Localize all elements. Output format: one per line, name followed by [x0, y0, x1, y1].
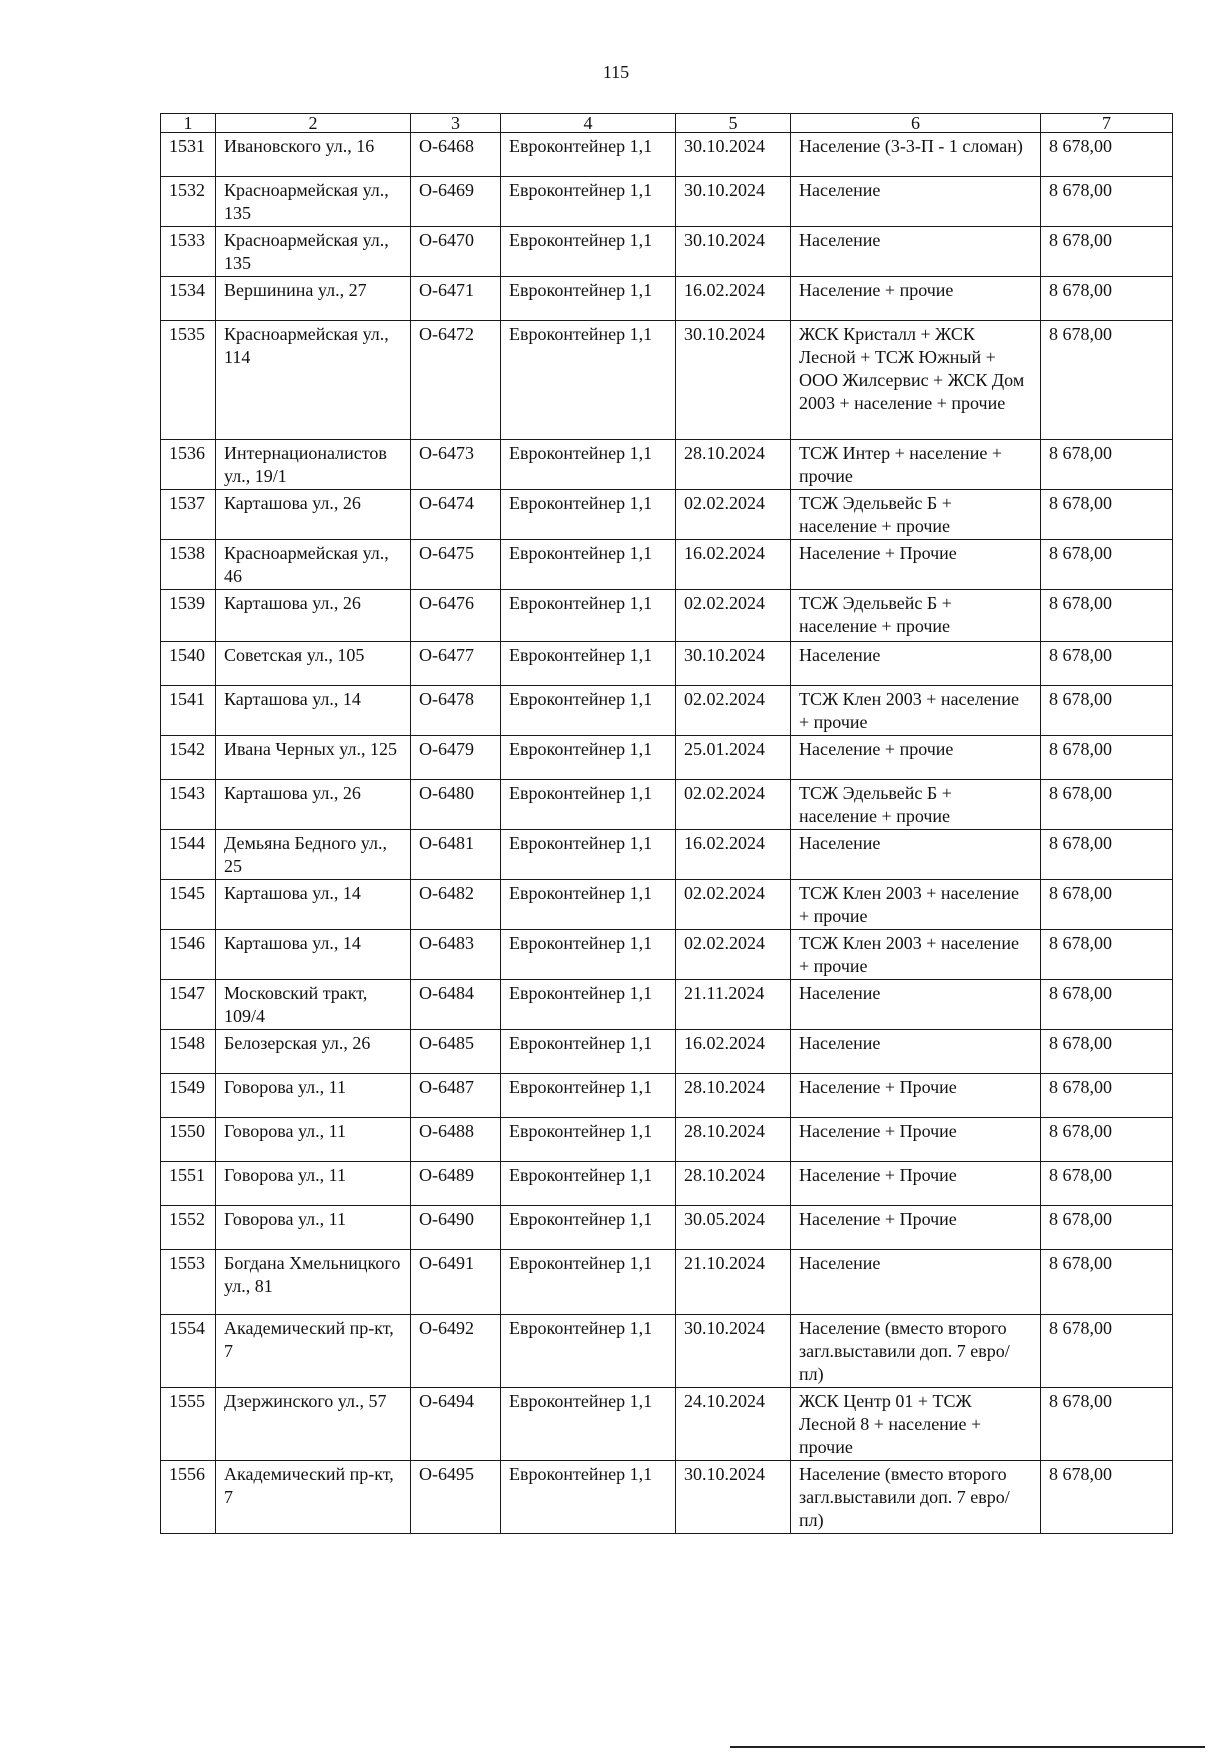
- row-number: 1531: [161, 133, 216, 177]
- amount-cell: 8 678,00: [1041, 590, 1173, 642]
- table-row: [161, 590, 1173, 642]
- table-row: [161, 490, 1173, 540]
- address-cell: Говорова ул., 11: [216, 1206, 411, 1250]
- amount-cell: 8 678,00: [1041, 177, 1173, 227]
- address-cell: Красноармейская ул., 114: [216, 321, 411, 440]
- container-type: Евроконтейнер 1,1: [501, 1118, 676, 1162]
- container-code: О-6480: [411, 780, 501, 830]
- container-code: О-6489: [411, 1162, 501, 1206]
- address-cell: Карташова ул., 14: [216, 686, 411, 736]
- users-cell: Население (3-3-П - 1 сломан): [791, 133, 1041, 177]
- date-cell: 30.10.2024: [676, 642, 791, 686]
- row-number: 1539: [161, 590, 216, 642]
- users-cell: ТСЖ Эдельвейс Б + население + прочие: [791, 490, 1041, 540]
- amount-cell: 8 678,00: [1041, 980, 1173, 1030]
- users-cell: Население (вместо второго загл.выставили доп. 7 евро/пл): [791, 1461, 1041, 1534]
- date-cell: 30.10.2024: [676, 227, 791, 277]
- table-row: [161, 177, 1173, 227]
- container-code: О-6495: [411, 1461, 501, 1534]
- address-cell: Советская ул., 105: [216, 642, 411, 686]
- container-type: Евроконтейнер 1,1: [501, 1074, 676, 1118]
- container-type: Евроконтейнер 1,1: [501, 1388, 676, 1461]
- table-row: [161, 1074, 1173, 1118]
- container-registry-table: [160, 113, 1173, 1534]
- address-cell: Говорова ул., 11: [216, 1074, 411, 1118]
- amount-cell: 8 678,00: [1041, 686, 1173, 736]
- amount-cell: 8 678,00: [1041, 1074, 1173, 1118]
- amount-cell: 8 678,00: [1041, 1206, 1173, 1250]
- container-type: Евроконтейнер 1,1: [501, 227, 676, 277]
- row-number: 1534: [161, 277, 216, 321]
- address-cell: Говорова ул., 11: [216, 1118, 411, 1162]
- users-cell: Население + Прочие: [791, 1162, 1041, 1206]
- row-number: 1545: [161, 880, 216, 930]
- container-type: Евроконтейнер 1,1: [501, 177, 676, 227]
- amount-cell: 8 678,00: [1041, 736, 1173, 780]
- users-cell: Население: [791, 830, 1041, 880]
- amount-cell: 8 678,00: [1041, 490, 1173, 540]
- address-cell: Академический пр-кт, 7: [216, 1461, 411, 1534]
- header-row: [161, 114, 1173, 133]
- table-row: [161, 736, 1173, 780]
- container-code: О-6470: [411, 227, 501, 277]
- row-number: 1555: [161, 1388, 216, 1461]
- container-type: Евроконтейнер 1,1: [501, 686, 676, 736]
- table-row: [161, 830, 1173, 880]
- users-cell: Население + Прочие: [791, 1118, 1041, 1162]
- row-number: 1553: [161, 1250, 216, 1315]
- users-cell: ЖСК Центр 01 + ТСЖ Лесной 8 + население + прочие: [791, 1388, 1041, 1461]
- amount-cell: 8 678,00: [1041, 1250, 1173, 1315]
- row-number: 1535: [161, 321, 216, 440]
- amount-cell: 8 678,00: [1041, 277, 1173, 321]
- date-cell: 25.01.2024: [676, 736, 791, 780]
- date-cell: 16.02.2024: [676, 277, 791, 321]
- amount-cell: 8 678,00: [1041, 780, 1173, 830]
- address-cell: Белозерская ул., 26: [216, 1030, 411, 1074]
- date-cell: 28.10.2024: [676, 1162, 791, 1206]
- container-type: Евроконтейнер 1,1: [501, 642, 676, 686]
- container-code: О-6494: [411, 1388, 501, 1461]
- container-type: Евроконтейнер 1,1: [501, 1250, 676, 1315]
- amount-cell: 8 678,00: [1041, 1388, 1173, 1461]
- table-row: [161, 1388, 1173, 1461]
- users-cell: Население: [791, 1250, 1041, 1315]
- row-number: 1544: [161, 830, 216, 880]
- container-code: О-6468: [411, 133, 501, 177]
- date-cell: 28.10.2024: [676, 440, 791, 490]
- container-code: О-6479: [411, 736, 501, 780]
- date-cell: 30.10.2024: [676, 133, 791, 177]
- container-code: О-6492: [411, 1315, 501, 1388]
- container-code: О-6469: [411, 177, 501, 227]
- table-row: [161, 227, 1173, 277]
- row-number: 1541: [161, 686, 216, 736]
- address-cell: Дзержинского ул., 57: [216, 1388, 411, 1461]
- container-code: О-6481: [411, 830, 501, 880]
- table-row: [161, 440, 1173, 490]
- users-cell: ЖСК Кристалл + ЖСК Лесной + ТСЖ Южный + ООО Жилсервис + ЖСК Дом 2003 + население + прочие: [791, 321, 1041, 440]
- users-cell: ТСЖ Эдельвейс Б + население + прочие: [791, 780, 1041, 830]
- table-row: [161, 1206, 1173, 1250]
- row-number: 1536: [161, 440, 216, 490]
- amount-cell: 8 678,00: [1041, 1461, 1173, 1534]
- row-number: 1551: [161, 1162, 216, 1206]
- table-row: [161, 277, 1173, 321]
- container-code: О-6488: [411, 1118, 501, 1162]
- amount-cell: 8 678,00: [1041, 880, 1173, 930]
- row-number: 1542: [161, 736, 216, 780]
- users-cell: Население: [791, 642, 1041, 686]
- column-header: 2: [216, 114, 411, 133]
- users-cell: ТСЖ Клен 2003 + население + прочие: [791, 880, 1041, 930]
- container-type: Евроконтейнер 1,1: [501, 780, 676, 830]
- container-code: О-6487: [411, 1074, 501, 1118]
- row-number: 1552: [161, 1206, 216, 1250]
- date-cell: 28.10.2024: [676, 1074, 791, 1118]
- address-cell: Карташова ул., 26: [216, 780, 411, 830]
- users-cell: ТСЖ Клен 2003 + население + прочие: [791, 686, 1041, 736]
- container-type: Евроконтейнер 1,1: [501, 590, 676, 642]
- bottom-rule: [730, 1746, 1205, 1748]
- page-number: 115: [602, 62, 630, 82]
- users-cell: Население + прочие: [791, 277, 1041, 321]
- row-number: 1554: [161, 1315, 216, 1388]
- date-cell: 16.02.2024: [676, 1030, 791, 1074]
- container-type: Евроконтейнер 1,1: [501, 277, 676, 321]
- table-row: [161, 1118, 1173, 1162]
- row-number: 1538: [161, 540, 216, 590]
- users-cell: Население: [791, 1030, 1041, 1074]
- table-row: [161, 1315, 1173, 1388]
- container-type: Евроконтейнер 1,1: [501, 1162, 676, 1206]
- table-row: [161, 780, 1173, 830]
- column-header: 7: [1041, 114, 1173, 133]
- container-code: О-6490: [411, 1206, 501, 1250]
- date-cell: 30.10.2024: [676, 1315, 791, 1388]
- table-row: [161, 1162, 1173, 1206]
- date-cell: 30.10.2024: [676, 1461, 791, 1534]
- container-code: О-6485: [411, 1030, 501, 1074]
- date-cell: 16.02.2024: [676, 540, 791, 590]
- table-row: [161, 321, 1173, 440]
- date-cell: 02.02.2024: [676, 780, 791, 830]
- container-type: Евроконтейнер 1,1: [501, 1206, 676, 1250]
- container-code: О-6491: [411, 1250, 501, 1315]
- row-number: 1546: [161, 930, 216, 980]
- container-code: О-6477: [411, 642, 501, 686]
- address-cell: Академический пр-кт, 7: [216, 1315, 411, 1388]
- container-code: О-6471: [411, 277, 501, 321]
- container-type: Евроконтейнер 1,1: [501, 133, 676, 177]
- table-row: [161, 133, 1173, 177]
- table-row: [161, 930, 1173, 980]
- container-type: Евроконтейнер 1,1: [501, 880, 676, 930]
- container-code: О-6478: [411, 686, 501, 736]
- date-cell: 02.02.2024: [676, 930, 791, 980]
- amount-cell: 8 678,00: [1041, 1162, 1173, 1206]
- container-type: Евроконтейнер 1,1: [501, 1030, 676, 1074]
- container-type: Евроконтейнер 1,1: [501, 830, 676, 880]
- table-row: [161, 1030, 1173, 1074]
- date-cell: 02.02.2024: [676, 880, 791, 930]
- amount-cell: 8 678,00: [1041, 930, 1173, 980]
- row-number: 1549: [161, 1074, 216, 1118]
- container-type: Евроконтейнер 1,1: [501, 321, 676, 440]
- container-type: Евроконтейнер 1,1: [501, 440, 676, 490]
- address-cell: Ивана Черных ул., 125: [216, 736, 411, 780]
- container-code: О-6482: [411, 880, 501, 930]
- address-cell: Карташова ул., 14: [216, 880, 411, 930]
- amount-cell: 8 678,00: [1041, 133, 1173, 177]
- container-code: О-6476: [411, 590, 501, 642]
- column-header: 6: [791, 114, 1041, 133]
- container-type: Евроконтейнер 1,1: [501, 540, 676, 590]
- address-cell: Красноармейская ул., 46: [216, 540, 411, 590]
- address-cell: Красноармейская ул., 135: [216, 227, 411, 277]
- users-cell: ТСЖ Интер + население + прочие: [791, 440, 1041, 490]
- container-code: О-6473: [411, 440, 501, 490]
- users-cell: ТСЖ Клен 2003 + население + прочие: [791, 930, 1041, 980]
- row-number: 1556: [161, 1461, 216, 1534]
- amount-cell: 8 678,00: [1041, 830, 1173, 880]
- column-header: 4: [501, 114, 676, 133]
- users-cell: ТСЖ Эдельвейс Б + население + прочие: [791, 590, 1041, 642]
- amount-cell: 8 678,00: [1041, 1030, 1173, 1074]
- address-cell: Ивановского ул., 16: [216, 133, 411, 177]
- row-number: 1540: [161, 642, 216, 686]
- address-cell: Карташова ул., 26: [216, 590, 411, 642]
- container-code: О-6483: [411, 930, 501, 980]
- users-cell: Население + Прочие: [791, 540, 1041, 590]
- address-cell: Красноармейская ул., 135: [216, 177, 411, 227]
- address-cell: Карташова ул., 26: [216, 490, 411, 540]
- container-code: О-6475: [411, 540, 501, 590]
- column-header: 5: [676, 114, 791, 133]
- row-number: 1533: [161, 227, 216, 277]
- container-type: Евроконтейнер 1,1: [501, 490, 676, 540]
- container-type: Евроконтейнер 1,1: [501, 980, 676, 1030]
- row-number: 1543: [161, 780, 216, 830]
- amount-cell: 8 678,00: [1041, 642, 1173, 686]
- address-cell: Вершинина ул., 27: [216, 277, 411, 321]
- container-type: Евроконтейнер 1,1: [501, 736, 676, 780]
- table-row: [161, 1461, 1173, 1534]
- table-row: [161, 880, 1173, 930]
- table-row: [161, 642, 1173, 686]
- users-cell: Население (вместо второго загл.выставили доп. 7 евро/пл): [791, 1315, 1041, 1388]
- users-cell: Население: [791, 980, 1041, 1030]
- date-cell: 21.10.2024: [676, 1250, 791, 1315]
- address-cell: Московский тракт, 109/4: [216, 980, 411, 1030]
- date-cell: 28.10.2024: [676, 1118, 791, 1162]
- amount-cell: 8 678,00: [1041, 1118, 1173, 1162]
- date-cell: 02.02.2024: [676, 490, 791, 540]
- table-row: [161, 980, 1173, 1030]
- date-cell: 02.02.2024: [676, 590, 791, 642]
- address-cell: Интернационалистов ул., 19/1: [216, 440, 411, 490]
- address-cell: Говорова ул., 11: [216, 1162, 411, 1206]
- table-row: [161, 540, 1173, 590]
- column-header: 1: [161, 114, 216, 133]
- row-number: 1550: [161, 1118, 216, 1162]
- date-cell: 30.05.2024: [676, 1206, 791, 1250]
- amount-cell: 8 678,00: [1041, 540, 1173, 590]
- table-row: [161, 1250, 1173, 1315]
- container-type: Евроконтейнер 1,1: [501, 930, 676, 980]
- row-number: 1537: [161, 490, 216, 540]
- row-number: 1548: [161, 1030, 216, 1074]
- date-cell: 30.10.2024: [676, 321, 791, 440]
- date-cell: 30.10.2024: [676, 177, 791, 227]
- column-header: 3: [411, 114, 501, 133]
- users-cell: Население: [791, 177, 1041, 227]
- row-number: 1547: [161, 980, 216, 1030]
- address-cell: Карташова ул., 14: [216, 930, 411, 980]
- table-row: [161, 686, 1173, 736]
- address-cell: Богдана Хмельницкого ул., 81: [216, 1250, 411, 1315]
- row-number: 1532: [161, 177, 216, 227]
- container-type: Евроконтейнер 1,1: [501, 1315, 676, 1388]
- amount-cell: 8 678,00: [1041, 321, 1173, 440]
- container-code: О-6474: [411, 490, 501, 540]
- container-code: О-6472: [411, 321, 501, 440]
- container-code: О-6484: [411, 980, 501, 1030]
- amount-cell: 8 678,00: [1041, 440, 1173, 490]
- amount-cell: 8 678,00: [1041, 227, 1173, 277]
- users-cell: Население: [791, 227, 1041, 277]
- users-cell: Население + Прочие: [791, 1074, 1041, 1118]
- users-cell: Население + Прочие: [791, 1206, 1041, 1250]
- users-cell: Население + прочие: [791, 736, 1041, 780]
- address-cell: Демьяна Бедного ул., 25: [216, 830, 411, 880]
- amount-cell: 8 678,00: [1041, 1315, 1173, 1388]
- date-cell: 16.02.2024: [676, 830, 791, 880]
- date-cell: 02.02.2024: [676, 686, 791, 736]
- date-cell: 24.10.2024: [676, 1388, 791, 1461]
- date-cell: 21.11.2024: [676, 980, 791, 1030]
- container-type: Евроконтейнер 1,1: [501, 1461, 676, 1534]
